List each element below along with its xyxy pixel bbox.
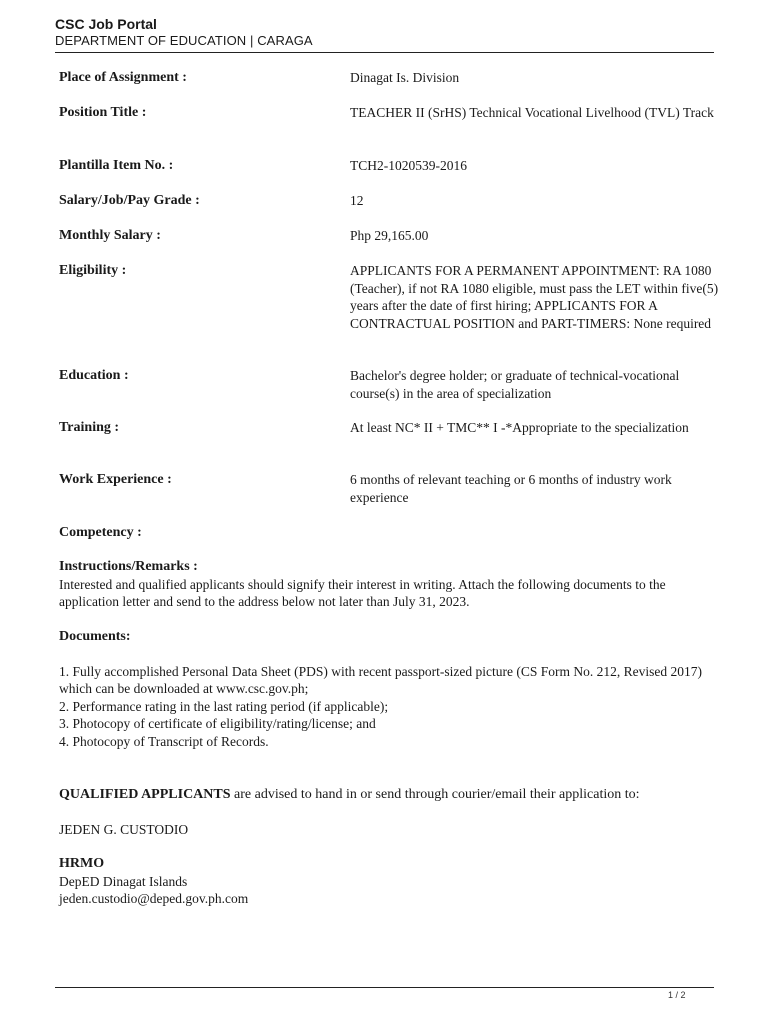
position-title-label: Position Title : bbox=[59, 105, 147, 120]
contact-email[interactable]: jeden.custodio@deped.gov.ph.com bbox=[59, 891, 249, 907]
contact-section bbox=[59, 855, 709, 908]
instructions-text: Interested and qualified applicants should signify their interest in writing. Attach the following documents to the application letter and send to the address below not later than July 31, 2023. bbox=[59, 576, 666, 610]
salary-grade-value: 12 bbox=[350, 193, 364, 208]
instructions-section bbox=[59, 558, 709, 611]
competency-label: Competency : bbox=[59, 525, 142, 540]
page-number: 1 / 2 bbox=[668, 990, 686, 1000]
header-divider bbox=[55, 52, 714, 53]
eligibility-label: Eligibility : bbox=[59, 263, 127, 278]
portal-title: CSC Job Portal bbox=[55, 16, 157, 32]
contact-name: JEDEN G. CUSTODIO bbox=[59, 822, 189, 837]
training-label: Training : bbox=[59, 420, 120, 435]
document-item: 3. Photocopy of certificate of eligibility/rating/license; and bbox=[59, 716, 376, 732]
advisory-rest: are advised to hand in or send through courier/email their application to: bbox=[230, 787, 640, 802]
plantilla-item-label: Plantilla Item No. : bbox=[59, 158, 174, 173]
education-value: Bachelor's degree holder; or graduate of technical-vocational course(s) in the area of specialization bbox=[350, 368, 680, 401]
instructions-heading: Instructions/Remarks : bbox=[59, 559, 198, 574]
place-of-assignment-label: Place of Assignment : bbox=[59, 70, 187, 85]
document-item: 4. Photocopy of Transcript of Records. bbox=[59, 733, 269, 749]
documents-heading: Documents: bbox=[59, 629, 131, 644]
eligibility-value: APPLICANTS FOR A PERMANENT APPOINTMENT: RA 1080 (Teacher), if not RA 1080 eligible, must pass the LET within five(5) years after the date of first hiring; APPLICANTS FOR A CONTRACTUAL POSITION and PART-TIMERS: None required bbox=[350, 263, 719, 331]
salary-grade-label: Salary/Job/Pay Grade : bbox=[59, 193, 200, 208]
footer-divider bbox=[55, 987, 714, 988]
education-label: Education : bbox=[59, 368, 129, 383]
plantilla-item-value: TCH2-1020539-2016 bbox=[350, 158, 467, 173]
documents-section bbox=[59, 628, 709, 751]
document-header bbox=[55, 16, 714, 48]
qualified-applicants-bold: QUALIFIED APPLICANTS bbox=[59, 787, 231, 802]
document-item: 1. Fully accomplished Personal Data Sheet (PDS) with recent passport-sized picture (CS Form No. 212, Revised 2017) which can be downloaded at www.csc.gov.ph; bbox=[59, 663, 703, 697]
contact-office: DepED Dinagat Islands bbox=[59, 873, 188, 889]
work-experience-label: Work Experience : bbox=[59, 472, 172, 487]
department-subtitle: DEPARTMENT OF EDUCATION | CARAGA bbox=[55, 33, 313, 48]
work-experience-value: 6 months of relevant teaching or 6 months of industry work experience bbox=[350, 472, 672, 505]
monthly-salary-label: Monthly Salary : bbox=[59, 228, 161, 243]
place-of-assignment-value: Dinagat Is. Division bbox=[350, 70, 460, 85]
document-item: 2. Performance rating in the last rating period (if applicable); bbox=[59, 698, 389, 714]
position-title-value: TEACHER II (SrHS) Technical Vocational Livelhood (TVL) Track bbox=[350, 105, 714, 120]
monthly-salary-value: Php 29,165.00 bbox=[350, 228, 429, 243]
training-value: At least NC* II + TMC** I -*Appropriate to the specialization bbox=[350, 420, 689, 435]
contact-title: HRMO bbox=[59, 856, 105, 871]
advisory-text bbox=[59, 786, 709, 804]
